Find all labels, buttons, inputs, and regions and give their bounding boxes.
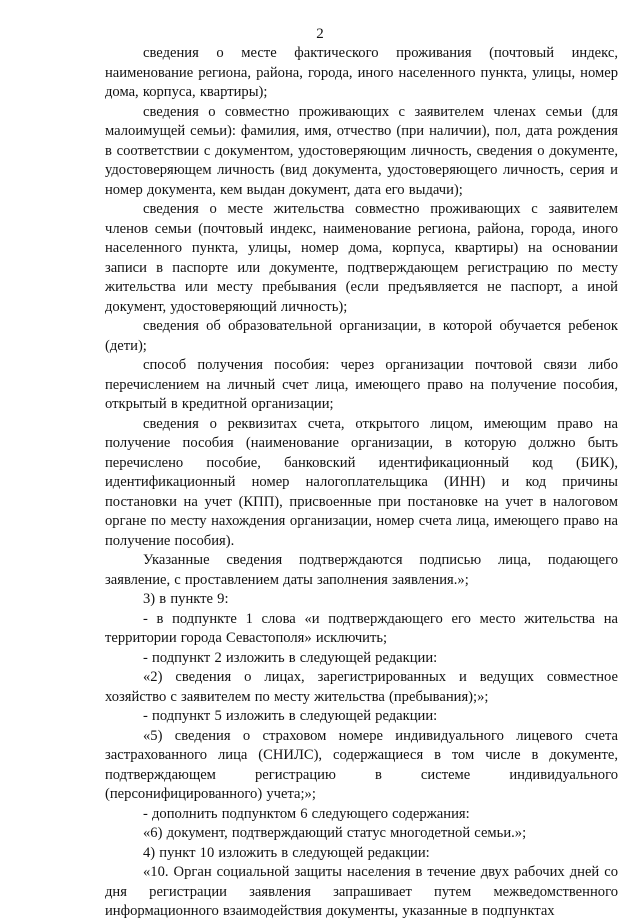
paragraph-subitem-5-intro: - подпункт 5 изложить в следующей редакции: (143, 708, 438, 724)
paragraph-actual-residence: сведения о месте фактического проживания (почтовый индекс, наименование региона, района, города, иного населенного пункта, улицы, номер дома, корпуса, квартиры); (105, 45, 618, 100)
paragraph-educational-organization: сведения об образовательной организации, в которой обучается ребенок (дети); (105, 318, 618, 354)
paragraph-subitem-6-intro: - дополнить подпунктом 6 следующего содержания: (143, 805, 470, 822)
paragraph-subitem-2-text: «2) сведения о лицах, зарегистрированных и ведущих совместное хозяйство с заявителем по месту жительства (пребывания);»; (105, 669, 618, 705)
paragraph-family-members: сведения о совместно проживающих с заявителем членах семьи (для малоимущей семьи): фамилия, имя, отчество (при наличии), пол, дата рождения в соответствии с документом, удостоверяющим личность, сведения о документе, удостоверяющем личность (вид документа, удостоверяющего личность, серия и номер документа, кем выдан документ, дата его выдачи); (105, 103, 618, 198)
paragraph-item-10-text: «10. Орган социальной защиты населения в течение двух рабочих дней со дня регистрации заявления запрашивает путем межведомственного информационного взаимодействия документы, указанные в подпунктах (105, 864, 618, 919)
paragraph-signature-confirmation: Указанные сведения подтверждаются подписью лица, подающего заявление, с проставлением даты заполнения заявления.»; (105, 552, 618, 588)
paragraph-item-4: 4) пункт 10 изложить в следующей редакции: (143, 844, 430, 861)
page-number: 2 (316, 26, 324, 42)
paragraph-subitem-1: - в подпункте 1 слова «и подтверждающего его место жительства на территории города Севастополя» исключить; (105, 610, 618, 646)
paragraph-subitem-6-text: «6) документ, подтверждающий статус многодетной семьи.»; (143, 825, 527, 841)
paragraph-item-3: 3) в пункте 9: (143, 591, 229, 607)
paragraph-account-details: сведения о реквизитах счета, открытого лицом, имеющим право на получение пособия (наименование организации, в которую должно быть перечислено пособие, банковский идентификационный код (БИК), идентификационный номер налогоплательщика (ИНН) и код причины постановки на учет (КПП), присвоенные при постановке на учет в налоговом органе по месту нахождения организации, номер счета лица, имеющего право на получение пособия). (105, 415, 618, 549)
document-body (105, 44, 618, 922)
paragraph-subitem-2-intro: - подпункт 2 изложить в следующей редакции: (143, 649, 438, 666)
paragraph-family-residence: сведения о месте жительства совместно проживающих с заявителем членов семьи (почтовый индекс, наименование региона, района, города, иного населенного пункта, улицы, номер дома, корпуса, квартиры) на основании записи в паспорте или документе, подтверждающем регистрацию по месту жительства или месту пребывания (если предъявляется не паспорт, а иной документ, удостоверяющий личность); (105, 201, 618, 315)
paragraph-payment-method: способ получения пособия: через организации почтовой связи либо перечислением на личный счет лица, имеющего право на получение пособия, открытый в кредитной организации; (105, 357, 618, 412)
paragraph-subitem-5-text: «5) сведения о страховом номере индивидуального лицевого счета застрахованного лица (СНИЛС), содержащиеся в том числе в документе, подтверждающем регистрацию в системе индивидуального (персонифицированного) учета;»; (105, 727, 618, 802)
